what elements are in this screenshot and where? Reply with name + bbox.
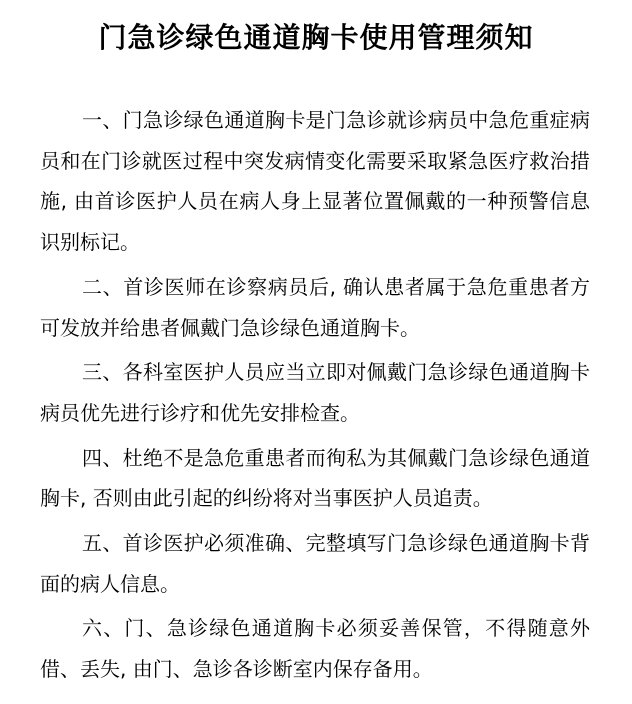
paragraph-1: 一、门急诊绿色通道胸卡是门急诊就诊病员中急危重症病员和在门诊就医过程中突发病情变化需要采取紧急医疗救治措施, 由首诊医护人员在病人身上显著位置佩戴的一种预警信息识别标记。 [40,108,590,255]
paragraph-3: 三、各科室医护人员应当立即对佩戴门急诊绿色通道胸卡病员优先进行诊疗和优先安排检查。 [40,360,590,425]
paragraph-2: 二、首诊医师在诊察病员后, 确认患者属于急危重患者方可发放并给患者佩戴门急诊绿色通道胸卡。 [40,274,590,340]
document-title: 门急诊绿色通道胸卡使用管理须知 [98,21,534,54]
document-body [40,100,590,694]
paragraph-6: 六、门、急诊绿色通道胸卡必须妥善保管，不得随意外借、丢失, 由门、急诊各诊断室内保存备用。 [40,616,590,682]
paragraph-5: 五、首诊医护必须准确、完整填写门急诊绿色通道胸卡背面的病人信息。 [40,531,590,596]
paragraph-4: 四、杜绝不是急危重患者而徇私为其佩戴门急诊绿色通道胸卡, 否则由此引起的纠纷将对当事医护人员追责。 [40,445,590,511]
